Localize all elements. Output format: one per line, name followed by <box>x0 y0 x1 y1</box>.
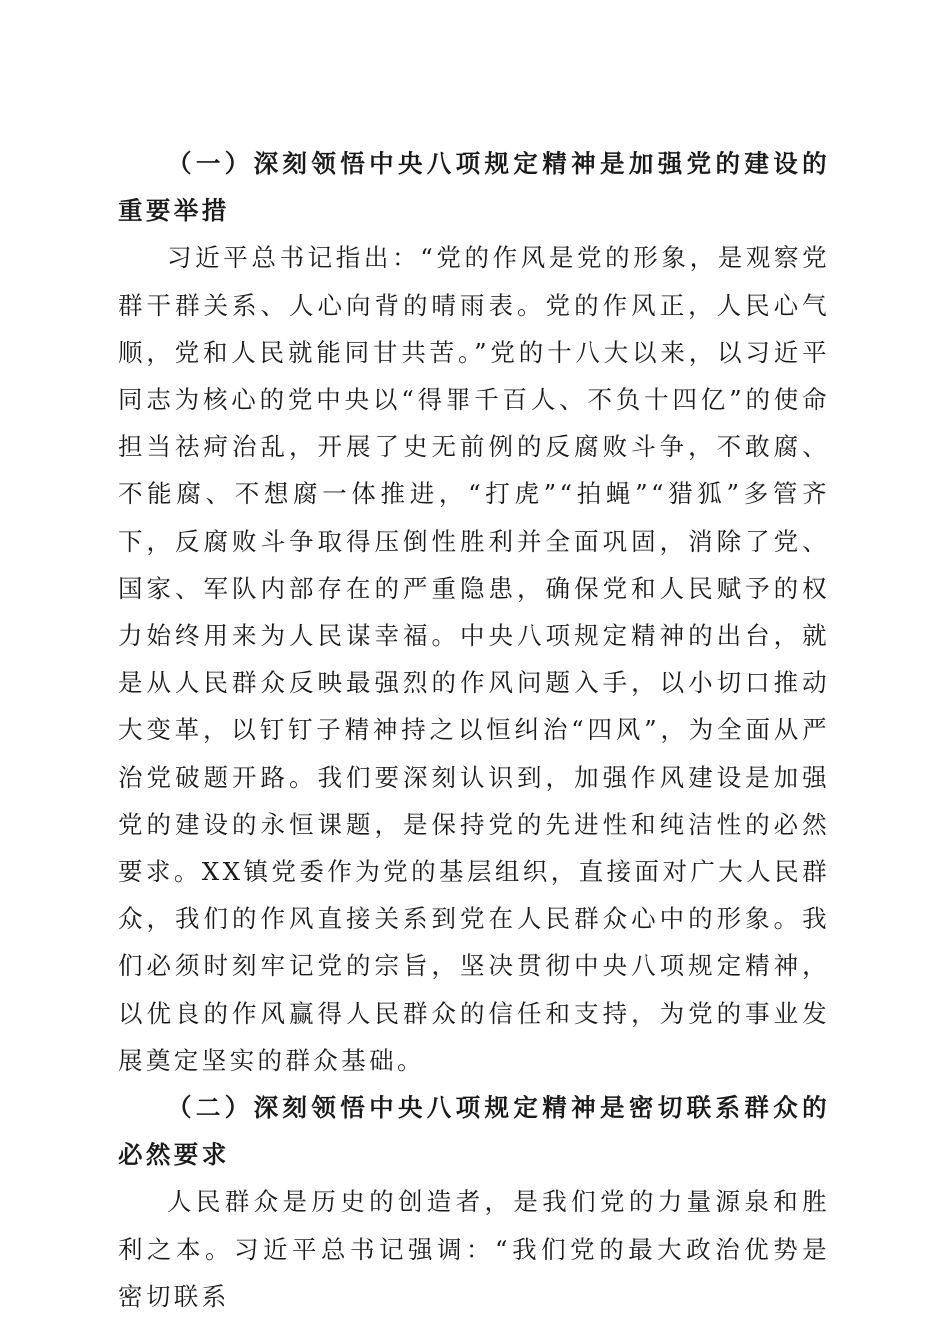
section-paragraph-1: 习近平总书记指出：“党的作风是党的形象，是观察党群干群关系、人心向背的晴雨表。党的作风正，人民心气顺，党和人民就能同甘共苦。”党的十八大以来，以习近平同志为核心的党中央以“得罪千百人、不负十四亿”的使命担当祛疴治乱，开展了史无前例的反腐败斗争，不敢腐、不能腐、不想腐一体推进，“打虎”“拍蝇”“猎狐”多管齐下，反腐败斗争取得压倒性胜利并全面巩固，消除了党、国家、军队内部存在的严重隐患，确保党和人民赋予的权力始终用来为人民谋幸福。中央八项规定精神的出台，就是从人民群众反映最强烈的作风问题入手，以小切口推动大变革，以钉钉子精神持之以恒纠治“四风”，为全面从严治党破题开路。我们要深刻认识到，加强作风建设是加强党的建设的永恒课题，是保持党的先进性和纯洁性的必然要求。XX镇党委作为党的基层组织，直接面对广大人民群众，我们的作风直接关系到党在人民群众心中的形象。我们必须时刻牢记党的宗旨，坚决贯彻中央八项规定精神，以优良的作风赢得人民群众的信任和支持，为党的事业发展奠定坚实的群众基础。 <box>118 243 830 1075</box>
section-paragraph-2: 人民群众是历史的创造者，是我们党的力量源泉和胜利之本。习近平总书记强调：“我们党的最大政治优势是密切联系 <box>118 1187 830 1311</box>
section-heading-1: （一）深刻领悟中央八项规定精神是加强党的建设的重要举措 <box>118 149 830 226</box>
document-body <box>118 140 830 1320</box>
section-heading-2: （二）深刻领悟中央八项规定精神是密切联系群众的必然要求 <box>118 1093 830 1170</box>
